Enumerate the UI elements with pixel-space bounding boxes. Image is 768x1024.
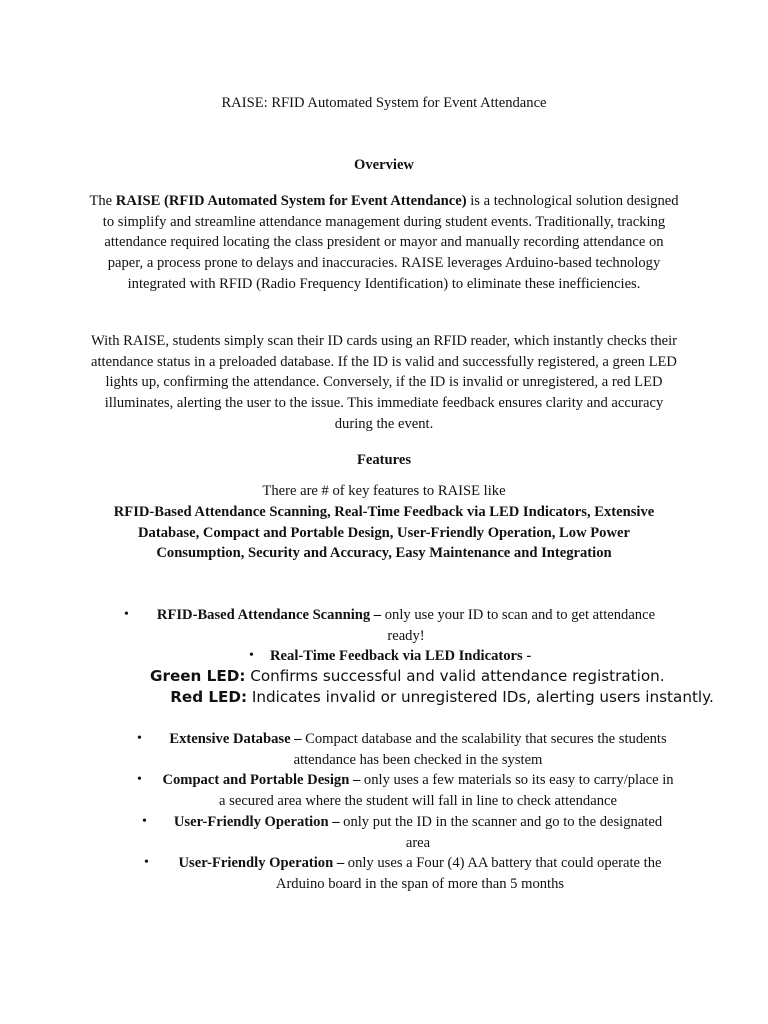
feature-item-rfid-scanning xyxy=(146,605,666,646)
feature-item-title: Compact and Portable Design – xyxy=(162,772,361,788)
feature-item-led-feedback xyxy=(270,646,550,667)
feature-item-title: RFID-Based Attendance Scanning – xyxy=(156,607,382,623)
green-led-description xyxy=(150,666,670,687)
feature-item-text: only uses a few materials so its easy to carry/place in a secured area where the student will fall in line to check attendance xyxy=(219,772,674,809)
feature-item-title: User-Friendly Operation – xyxy=(178,855,345,871)
feature-item-low-power xyxy=(164,853,676,894)
red-led-label: Red LED: xyxy=(170,688,248,706)
bullet-icon: • xyxy=(124,607,129,622)
features-summary: RFID-Based Attendance Scanning, Real-Time Feedback via LED Indicators, Extensive Database, Compact and Portable Design, User-Friendly Operation, Low Power Consumption, Security and Accuracy, Easy Maintenance and Integration xyxy=(113,504,655,562)
feature-item-title: Real-Time Feedback via LED Indicators - xyxy=(270,648,532,664)
red-led-text: Indicates invalid or unregistered IDs, alerting users instantly. xyxy=(247,688,714,706)
feature-item-user-friendly xyxy=(160,812,676,853)
feature-item-compact-design xyxy=(158,770,678,811)
feature-item-title: User-Friendly Operation – xyxy=(173,814,340,830)
green-led-text: Confirms successful and valid attendance registration. xyxy=(245,667,665,685)
overview-heading: Overview xyxy=(354,157,414,173)
feature-item-text: only use your ID to scan and to get attendance ready! xyxy=(381,607,656,644)
overview-paragraph-2: With RAISE, students simply scan their ID cards using an RFID reader, which instantly checks their attendance status in a preloaded database. If the ID is valid and successfully registered, a green LED lights up, confirming the attendance. Conversely, if the ID is invalid or unregistered, a red LED illuminates, alerting the user to the issue. This immediate feedback ensures clarity and accuracy during the event. xyxy=(90,333,678,432)
overview-p1-bold: RAISE (RFID Automated System for Event Attendance) xyxy=(115,193,467,209)
feature-item-text: only put the ID in the scanner and go to the designated area xyxy=(339,814,663,851)
bullet-icon: • xyxy=(142,814,147,829)
bullet-icon: • xyxy=(144,855,149,870)
feature-item-extensive-database xyxy=(158,729,678,770)
features-heading: Features xyxy=(356,452,412,468)
overview-p1-lead: The xyxy=(89,193,116,209)
bullet-icon: • xyxy=(249,648,254,663)
bullet-icon: • xyxy=(137,731,142,746)
overview-p1-rest: is a technological solution designed to simplify and streamline attendance management during student events. Traditionally, tracking attendance required locating the class president or mayor and manually recording attendance on paper, a process prone to delays and inaccuracies. RAISE leverages Arduino-based technology integrated with RFID (Radio Frequency Identification) to eliminate these inefficiencies. xyxy=(102,193,679,292)
document-title: RAISE: RFID Automated System for Event Attendance xyxy=(221,95,547,111)
feature-item-text: only uses a Four (4) AA battery that could operate the Arduino board in the span of more than 5 months xyxy=(275,855,662,892)
green-led-label: Green LED: xyxy=(150,667,246,685)
feature-item-text: Compact database and the scalability that secures the students attendance has been checked in the system xyxy=(293,731,667,768)
overview-paragraph-1 xyxy=(88,191,680,295)
features-intro: There are # of key features to RAISE like xyxy=(262,483,506,499)
red-led-description xyxy=(150,687,734,708)
bullet-icon: • xyxy=(137,772,142,787)
feature-item-title: Extensive Database – xyxy=(169,731,302,747)
